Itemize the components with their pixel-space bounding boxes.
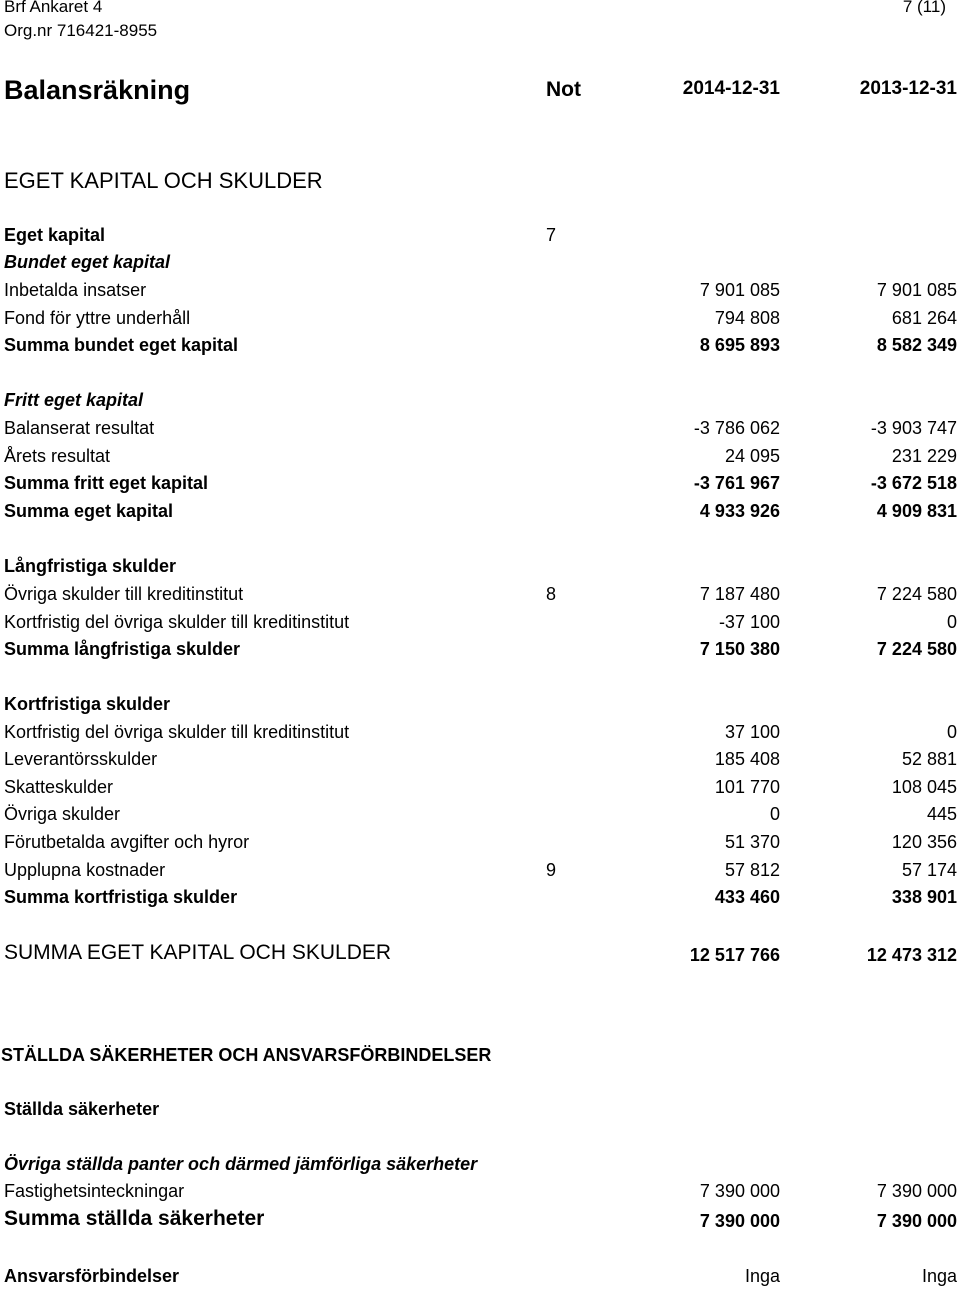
section-heading-equity-liabilities: EGET KAPITAL OCH SKULDER — [4, 168, 323, 193]
value-2014: Inga — [744, 1266, 780, 1286]
row-summa-bundet-eget-kapital — [0, 335, 960, 359]
value-2014: -3 761 967 — [693, 473, 780, 493]
value-2013: 7 224 580 — [876, 584, 957, 604]
value-2013: 7 224 580 — [876, 639, 957, 659]
value-2013: 12 473 312 — [866, 945, 957, 965]
org-number: Org.nr 716421-8955 — [4, 21, 158, 40]
value-2014: 7 390 000 — [699, 1211, 780, 1231]
value-2013: -3 903 747 — [870, 418, 957, 438]
row-label: Kortfristig del övriga skulder till kreditinstitut — [4, 612, 350, 632]
row-label: Skatteskulder — [4, 777, 114, 797]
value-2014: 8 695 893 — [699, 335, 780, 355]
row-label: Övriga skulder till kreditinstitut — [4, 584, 244, 604]
row-ansvarsforbindelser — [0, 1266, 960, 1290]
company-name: Brf Ankaret 4 — [4, 0, 103, 16]
row-label: Leverantörsskulder — [4, 749, 158, 769]
value-2014: 12 517 766 — [689, 945, 780, 965]
value-2014: 7 187 480 — [699, 584, 780, 604]
row-label: Fastighetsinteckningar — [4, 1181, 185, 1201]
row-label: Förutbetalda avgifter och hyror — [4, 832, 250, 852]
row-label: SUMMA EGET KAPITAL OCH SKULDER — [4, 941, 392, 964]
value-2014: 794 808 — [714, 308, 780, 328]
row-kortfristig-del-langfristig — [0, 612, 960, 636]
row-note: 8 — [546, 584, 557, 604]
value-2013: 0 — [946, 722, 957, 742]
pledged-subheading: Övriga ställda panter och därmed jämförliga säkerheter — [4, 1154, 478, 1174]
row-note: 7 — [546, 225, 557, 245]
row-summa-eget-kapital-och-skulder — [0, 941, 960, 971]
year-2014-header: 2014-12-31 — [682, 78, 780, 99]
value-2014: 185 408 — [714, 749, 780, 769]
row-label: Ansvarsförbindelser — [4, 1266, 180, 1286]
page-number: 7 (11) — [902, 0, 946, 16]
row-leverantorsskulder — [0, 749, 960, 773]
row-label: Övriga skulder — [4, 804, 121, 824]
row-summa-kortfristiga-skulder — [0, 887, 960, 911]
row-label: Kortfristig del övriga skulder till kreditinstitut — [4, 722, 350, 742]
row-summa-langfristiga-skulder — [0, 639, 960, 663]
row-fastighetsinteckningar — [0, 1181, 960, 1205]
row-label: Summa kortfristiga skulder — [4, 887, 238, 907]
value-2013: 52 881 — [901, 749, 957, 769]
row-summa-stallda-sakerheter — [0, 1207, 960, 1237]
value-2014: -37 100 — [718, 612, 780, 632]
value-2014: 37 100 — [724, 722, 780, 742]
page-title: Balansräkning — [4, 75, 191, 105]
value-2013: 8 582 349 — [876, 335, 957, 355]
row-label: Eget kapital — [4, 225, 106, 245]
row-summa-fritt-eget-kapital — [0, 473, 960, 497]
value-2013: -3 672 518 — [870, 473, 957, 493]
value-2014: 7 390 000 — [699, 1181, 780, 1201]
row-label: Fritt eget kapital — [4, 390, 144, 410]
row-note: 9 — [546, 860, 557, 880]
row-inbetalda-insatser — [0, 280, 960, 304]
row-label: Summa bundet eget kapital — [4, 335, 239, 355]
value-2013: 7 390 000 — [876, 1211, 957, 1231]
row-label: Balanserat resultat — [4, 418, 155, 438]
row-label: Summa eget kapital — [4, 501, 174, 521]
row-upplupna-kostnader — [0, 860, 960, 884]
value-2013: 7 390 000 — [876, 1181, 957, 1201]
row-summa-eget-kapital — [0, 501, 960, 525]
value-2014: 4 933 926 — [699, 501, 780, 521]
row-label: Summa fritt eget kapital — [4, 473, 209, 493]
value-2014: -3 786 062 — [693, 418, 780, 438]
row-forutbetalda-avgifter — [0, 832, 960, 856]
row-langfristiga-skulder — [0, 556, 960, 580]
value-2014: 7 150 380 — [699, 639, 780, 659]
value-2014: 0 — [769, 804, 780, 824]
row-arets-resultat — [0, 446, 960, 470]
row-label: Fond för yttre underhåll — [4, 308, 191, 328]
row-ovriga-skulder-kreditinstitut — [0, 584, 960, 608]
section-heading-pledged: STÄLLDA SÄKERHETER OCH ANSVARSFÖRBINDELSER — [1, 1045, 492, 1065]
row-kortfristiga-skulder — [0, 694, 960, 718]
value-2014: 51 370 — [724, 832, 780, 852]
value-2013: 7 901 085 — [876, 280, 957, 300]
row-label: Långfristiga skulder — [4, 556, 177, 576]
value-2013: 4 909 831 — [876, 501, 957, 521]
value-2013: 120 356 — [891, 832, 957, 852]
row-label: Årets resultat — [4, 446, 111, 466]
row-eget-kapital — [0, 225, 960, 249]
value-2013: 681 264 — [891, 308, 957, 328]
value-2013: 57 174 — [901, 860, 957, 880]
row-bundet-eget-kapital — [0, 252, 960, 276]
value-2013: 0 — [946, 612, 957, 632]
note-column-header: Not — [546, 78, 581, 101]
row-label: Kortfristiga skulder — [4, 694, 171, 714]
pledged-heading: Ställda säkerheter — [4, 1099, 160, 1119]
value-2013: 445 — [926, 804, 957, 824]
value-2014: 24 095 — [724, 446, 780, 466]
value-2013: 231 229 — [891, 446, 957, 466]
value-2014: 101 770 — [714, 777, 780, 797]
row-kortfristig-del-kortfristig — [0, 722, 960, 746]
value-2013: 108 045 — [891, 777, 957, 797]
row-label: Bundet eget kapital — [4, 252, 171, 272]
row-label: Summa långfristiga skulder — [4, 639, 241, 659]
value-2014: 433 460 — [714, 887, 780, 907]
value-2013: Inga — [921, 1266, 957, 1286]
row-label: Upplupna kostnader — [4, 860, 166, 880]
row-label: Inbetalda insatser — [4, 280, 147, 300]
value-2014: 7 901 085 — [699, 280, 780, 300]
row-fond-yttre-underhall — [0, 308, 960, 332]
row-label: Summa ställda säkerheter — [4, 1207, 265, 1230]
row-fritt-eget-kapital — [0, 390, 960, 414]
row-ovriga-skulder — [0, 804, 960, 828]
value-2013: 338 901 — [891, 887, 957, 907]
year-2013-header: 2013-12-31 — [859, 78, 957, 99]
row-skatteskulder — [0, 777, 960, 801]
value-2014: 57 812 — [724, 860, 780, 880]
row-balanserat-resultat — [0, 418, 960, 442]
